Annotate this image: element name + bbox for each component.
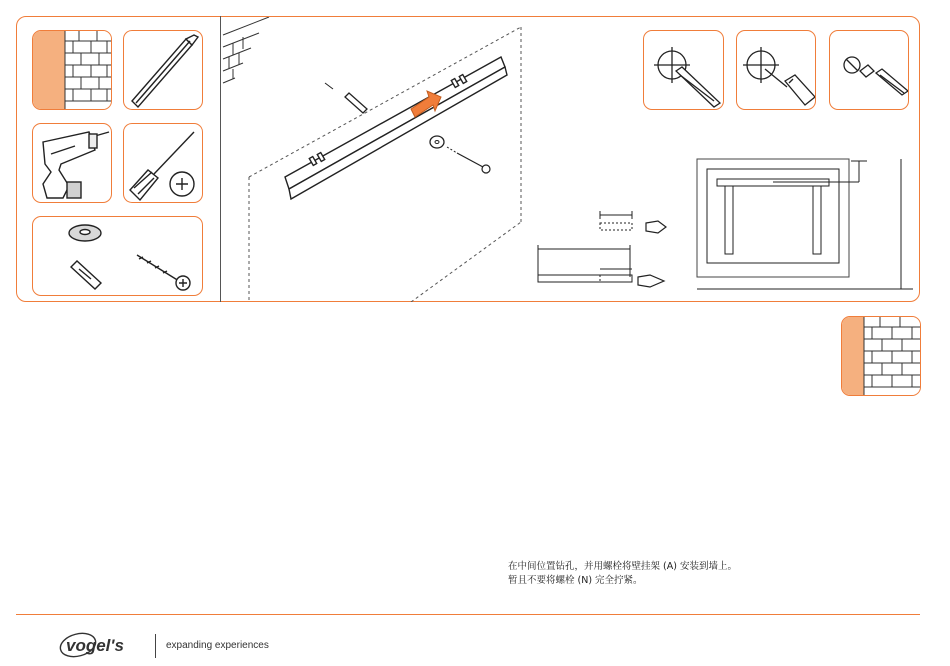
- instruction-line-1: 在中间位置钻孔，并用螺栓将壁挂架 (A) 安装到墙上。: [508, 561, 737, 572]
- drill-hole-icon: [736, 30, 816, 110]
- brick-wall-icon-secondary: [841, 316, 921, 396]
- footer-divider: [16, 614, 920, 615]
- insert-plug-icon: [829, 30, 909, 110]
- instruction-line-2: 暂且不要将螺栓 (N) 完全拧紧。: [508, 575, 643, 586]
- instructions-text: [508, 560, 808, 588]
- washer-plug-screw-icon: [32, 216, 203, 296]
- tv-back-bracket-diagram: [695, 155, 915, 290]
- logo-text: vogel's: [66, 636, 124, 655]
- pencil-icon: [123, 30, 203, 110]
- wall-bracket-diagram: [221, 17, 551, 302]
- brick-wall-icon: [32, 30, 112, 110]
- screwdriver-icon: [123, 123, 203, 203]
- brand-divider: [155, 634, 156, 658]
- drill-depth-diagram: [528, 205, 668, 295]
- power-drill-icon: [32, 123, 112, 203]
- vogels-logo: [58, 628, 150, 666]
- brand-tagline: expanding experiences: [166, 640, 269, 651]
- mark-wall-icon: [643, 30, 724, 110]
